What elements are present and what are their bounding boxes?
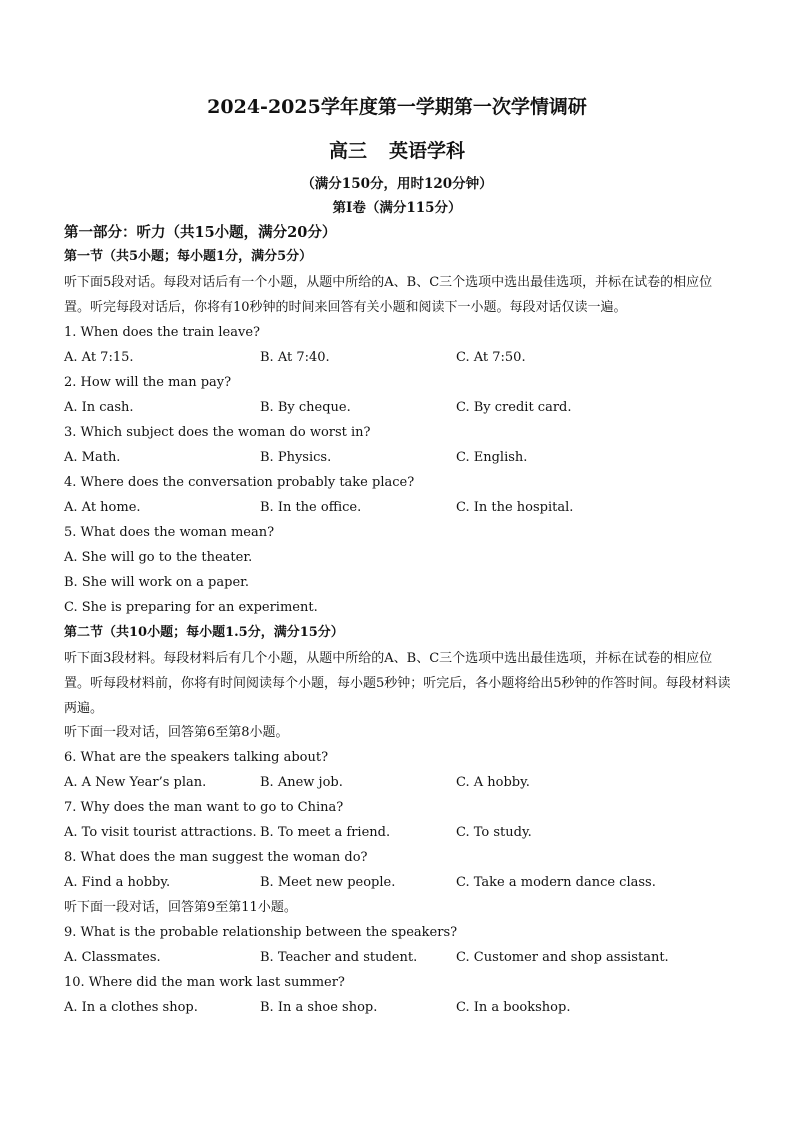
option-c: C. By credit card. — [456, 400, 572, 415]
exam-subtitle — [0, 138, 794, 164]
question-2-stem: 2. How will the man pay? — [64, 375, 232, 390]
exam-title: 2024-2025学年度第一学期第一次学情调研 — [207, 96, 587, 118]
option-c: C. In a bookshop. — [456, 1000, 571, 1015]
option-b: B. In the office. — [260, 500, 362, 515]
option-a: A. A New Year’s plan. — [64, 775, 207, 790]
score-time-note: （满分150分，用时120分钟） — [301, 176, 493, 192]
question-5-option-c: C. She is preparing for an experiment. — [64, 600, 318, 615]
option-c: C. English. — [456, 450, 528, 465]
part1-heading: 第一部分：听力（共15小题，满分20分） — [64, 224, 337, 241]
option-a: A. Classmates. — [64, 950, 161, 965]
question-1-stem: 1. When does the train leave? — [64, 325, 260, 340]
question-3-stem: 3. Which subject does the woman do worst in? — [64, 425, 371, 440]
option-b: B. Meet new people. — [260, 875, 396, 890]
option-a: A. To visit tourist attractions. — [64, 825, 257, 840]
note-questions-9-11: 听下面一段对话，回答第9至第11小题。 — [64, 900, 297, 915]
option-b: B. Teacher and student. — [260, 950, 418, 965]
option-a: A. Find a hobby. — [64, 875, 171, 890]
question-10-stem: 10. Where did the man work last summer? — [64, 975, 345, 990]
section2-instructions: 听下面3段材料。每段材料后有几个小题，从题中所给的A、B、C三个选项中选出最佳选项，并标在试卷的相应位置。听每段材料前，你将有时间阅读每个小题，每小题5秒钟；听完后，各小题将给出5秒钟的作答时间。每段材料读两遍。 — [64, 651, 731, 716]
question-6-stem: 6. What are the speakers talking about? — [64, 750, 329, 765]
option-b: B. By cheque. — [260, 400, 351, 415]
question-5-option-b: B. She will work on a paper. — [64, 575, 250, 590]
option-b: B. Anew job. — [260, 775, 343, 790]
option-c: C. Customer and shop assistant. — [456, 950, 669, 965]
section1-heading: 第一节（共5小题；每小题1分，满分5分） — [64, 249, 313, 264]
section2-heading: 第二节（共10小题；每小题1.5分，满分15分） — [64, 625, 344, 640]
question-1-options — [64, 348, 744, 368]
volume-heading: 第Ⅰ卷（满分115分） — [332, 200, 462, 216]
option-a: A. In a clothes shop. — [64, 1000, 198, 1015]
note-questions-6-8: 听下面一段对话，回答第6至第8小题。 — [64, 725, 289, 740]
question-7-options — [64, 823, 744, 843]
question-10-options — [64, 998, 744, 1018]
subject-label: 英语学科 — [389, 140, 466, 162]
option-c: C. To study. — [456, 825, 532, 840]
option-c: C. In the hospital. — [456, 500, 574, 515]
option-b: B. At 7:40. — [260, 350, 330, 365]
option-a: A. At 7:15. — [64, 350, 134, 365]
question-2-options — [64, 398, 744, 418]
option-a: A. In cash. — [64, 400, 134, 415]
question-9-stem: 9. What is the probable relationship between the speakers? — [64, 925, 458, 940]
option-c: C. Take a modern dance class. — [456, 875, 656, 890]
option-b: B. In a shoe shop. — [260, 1000, 378, 1015]
option-b: B. To meet a friend. — [260, 825, 391, 840]
question-8-stem: 8. What does the man suggest the woman do? — [64, 850, 368, 865]
option-c: C. A hobby. — [456, 775, 530, 790]
question-8-options — [64, 873, 744, 893]
option-a: A. At home. — [64, 500, 141, 515]
option-c: C. At 7:50. — [456, 350, 526, 365]
question-6-options — [64, 773, 744, 793]
option-b: B. Physics. — [260, 450, 332, 465]
grade-label: 高三 — [328, 140, 367, 162]
question-7-stem: 7. Why does the man want to go to China? — [64, 800, 344, 815]
question-4-options — [64, 498, 744, 518]
question-9-options — [64, 948, 744, 968]
question-4-stem: 4. Where does the conversation probably take place? — [64, 475, 415, 490]
question-5-option-a: A. She will go to the theater. — [64, 550, 253, 565]
question-5-stem: 5. What does the woman mean? — [64, 525, 275, 540]
question-3-options — [64, 448, 744, 468]
option-a: A. Math. — [64, 450, 121, 465]
section1-instructions: 听下面5段对话。每段对话后有一个小题，从题中所给的A、B、C三个选项中选出最佳选项，并标在试卷的相应位置。听完每段对话后，你将有10秒钟的时间来回答有关小题和阅读下一小题。每段对话仅读一遍。 — [64, 275, 713, 315]
